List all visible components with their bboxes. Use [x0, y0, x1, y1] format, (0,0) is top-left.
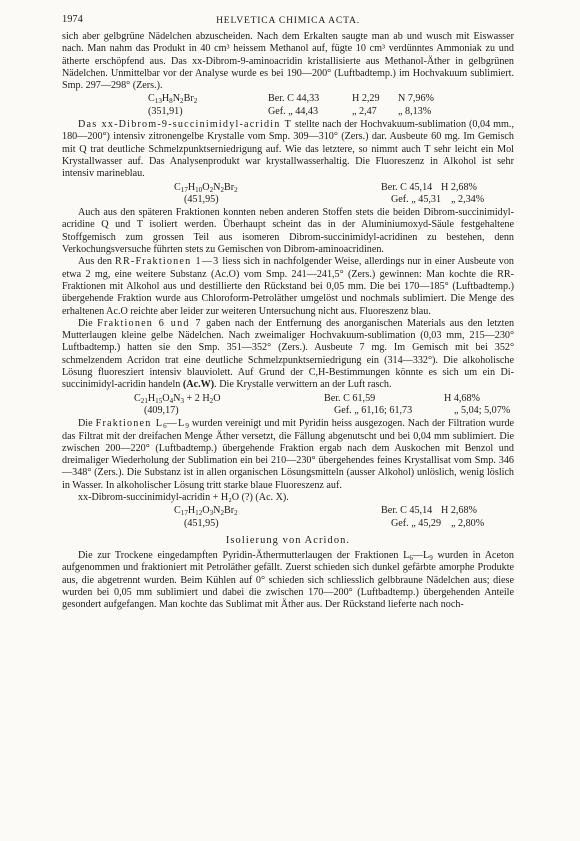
compound-label: xx-Dibrom-succinimidyl-acridin + H₂O (?) (Ac. X).	[78, 491, 289, 503]
analysis-row-gef	[62, 194, 514, 206]
molecular-weight: (351,91)	[148, 105, 183, 117]
analysis-row-ber	[62, 505, 514, 517]
analysis-table-2	[62, 182, 514, 207]
analysis-row-gef	[62, 106, 514, 118]
section-heading: Isolierung von Acridon.	[225, 534, 351, 546]
page-number: 1974	[62, 14, 83, 25]
calc-h: H 2,68%	[441, 505, 477, 517]
paragraph-2: Das xx-Dibrom-9-succinimidyl-acridin T stellte nach der Hochvakuum-sublimation (0,04 mm., 180—200°) intensiv zitronengelbe Krystalle vom Smp. 309—310° (Zers.) dar. Ausbeute 60 mg. Im Gemisch mit Q trat deutliche Schmelzpunktserniedrigung auf. Wie das letztere, so nimmt auch T sehr leicht ein Mol Krystallwasser auf. Das Analysenprodukt war krystallwasserhaltig. Die Fluoreszenz in Alkohol ist sehr intensiv marineblau.	[62, 119, 514, 180]
found-c: Gef. „ 44,43	[268, 105, 319, 117]
analysis-table-4	[62, 505, 514, 530]
found-c: Gef. „ 45,31	[391, 193, 442, 205]
paragraph-4: Aus den RR-Fraktionen 1—3 liess sich in nachfolgender Weise, allerdings nur in einer Ausbeute von etwa 2 mg, eine weitere Substanz (Ac.O) vom Smp. 241—241,5° (Zers.) gewinnen: Man kochte die RR-Fraktionen mit Alkohol aus und destillierte den Rückstand bei 0,05 mm. Die bei 170—185° (Luftbadtemp.) übergehende Fraktion wurde aus Chloroform-Petroläther umgelöst und nochmals sublimiert. Die Menge des erhaltenen Ac.O reichte aber leider zur weiteren Untersuchung nicht aus. Fluoreszenz blau.	[62, 256, 514, 317]
analysis-row-ber	[62, 393, 514, 405]
analysis-row-gef	[62, 518, 514, 530]
analysis-table-1	[62, 93, 514, 118]
running-header	[62, 14, 514, 28]
calc-c: Ber. C 44,33	[268, 93, 320, 105]
paragraph-7: Die zur Trockene eingedampften Pyridin-Äthermutterlaugen der Fraktionen $L_6—L_9$ wurden in Aceton aufgenommen und fraktioniert mit Petroläther gefällt. Zuerst schieden sich dunkel gefärbte amorphe Produkte aus, die abgetrennt wurden. Beim Kühlen auf 0° schieden sich schliesslich gelbbraune Nädelchen aus; diese wurden bei 0,05 mm sublimiert und dabei die zwischen 170—200° (Luftbadtemp.) übergehenden Anteile gesondert aufgefangen. Man kochte das Sublimat mit Äther aus. Der Rückstand lieferte nach noch-	[62, 550, 514, 611]
found-h: „ 5,04; 5,07%	[454, 404, 511, 416]
molecular-weight: (409,17)	[144, 404, 179, 416]
paragraph-5: Die Fraktionen 6 und 7 gaben nach der Entfernung des anorganischen Materials aus den letzten Mutterlaugen kleine gelbe Nädelchen. Nach zweimaliger Hochvakuum-sublimation (0,03 mm, 215—230° Luftbadtemp.) hatten sie den Smp. 351—352° (Zers.). Ausbeute 7 mg. Im Gemisch mit bei 352° schmelzendem Acridon trat eine deutliche Schmelzpunktserniedrigung ein (314—332°). Die alkoholische Lösung fluoresziert intensiv blauviolett. Auf Grund der C,H-Bestimmungen könnte es sich um ein Di-succinimidyl-acridin handeln (Ac.W). Die Krystalle verwittern an der Luft rasch.	[62, 317, 515, 391]
molecular-weight: (451,95)	[184, 193, 219, 205]
molecular-weight: (451,95)	[184, 517, 219, 529]
analysis-row-ber	[62, 93, 514, 105]
found-h: „ 2,34%	[451, 193, 485, 205]
analysis-table-3	[62, 393, 514, 418]
journal-title: HELVETICA CHIMICA ACTA.	[216, 15, 360, 26]
found-h: „ 2,80%	[451, 517, 485, 529]
calc-c: Ber. C 45,14	[381, 505, 433, 517]
formula: $C_{17}H_{12}O_3N_2Br_2$	[174, 505, 238, 518]
calc-c: Ber. C 45,14	[381, 181, 433, 193]
analysis-row-gef	[62, 405, 514, 417]
calc-h: H 2,68%	[441, 181, 477, 193]
article-body	[62, 31, 514, 612]
found-c: Gef. „ 61,16; 61,73	[334, 404, 413, 416]
calc-n: N 7,96%	[398, 93, 434, 105]
found-c: Gef. „ 45,29	[391, 517, 442, 529]
found-n: „ 8,13%	[398, 105, 432, 117]
paragraph-6: Die Fraktionen $L_6—L_9$ wurden vereinigt und mit Pyridin heiss ausgezogen. Nach der Filtration wurde das Filtrat mit der dreifachen Menge Äther versetzt, die Fällung abgenutscht und bei 0,04 mm sublimiert. Die zwischen 200—220° (Luftbadtemp.) übergehende Fraktion ergab nach dem Auskochen mit Benzol und dreimaliger Wiederholung der Sublimation ein bei 210—230° übergehendes feines Krystallisat vom Smp. 346—348° (Zers.). Die Substanz ist in allen organischen Lösungsmitteln (ausser Alkohol) unlöslich, wenig löslich in Wasser. In alkoholischer Lösung tritt starke blaue Fluoreszenz auf.	[62, 418, 514, 491]
found-h: „ 2,47	[352, 105, 377, 117]
paragraph-1: sich aber gelbgrüne Nädelchen abzuscheiden. Nach dem Erkalten saugte man ab und wusch mit Eiswasser nach. Man nahm das Produkt in 40 cm³ heissem Methanol auf, fügte 10 cm³ verdünntes Ammoniak zu und ätherte erschöpfend aus. Das xx-Dibrom-9-aminoacridin kristallisierte aus Methanol-Äther in gelbgrünen Nädelchen. Unmittelbar vor der Analyse wurde es bei 190—200° (Luftbadtemp.) im Hochvakuum sublimiert. Smp. 297—298° (Zers.).	[62, 31, 514, 92]
calc-h: H 2,29	[352, 93, 380, 105]
formula: $C_{13}H_8N_2Br_2$	[148, 93, 198, 106]
analysis-row-ber	[62, 182, 514, 194]
formula: $C_{21}H_{15}O_4N_3 + 2$ $H_2O$	[134, 392, 221, 405]
formula: $C_{17}H_{10}O_2N_2Br_2$	[174, 181, 238, 194]
calc-c: Ber. C 61,59	[324, 392, 376, 404]
paragraph-3: Auch aus den späteren Fraktionen konnten neben anderen Stoffen stets die beiden Dibrom-succinimidyl-acridine Q und T isoliert werden. Überhaupt scheint das in der Aluminiumoxyd-Säule festgehaltene Stoffgemisch zum grossen Teil aus isomeren Dibrom-succinimidyl-acridinen zu bestehen, denn Verkochungsversuche führten stets zu Gemischen von Dibrom-aminoacridinen.	[62, 207, 514, 256]
calc-h: H 4,68%	[444, 392, 480, 404]
